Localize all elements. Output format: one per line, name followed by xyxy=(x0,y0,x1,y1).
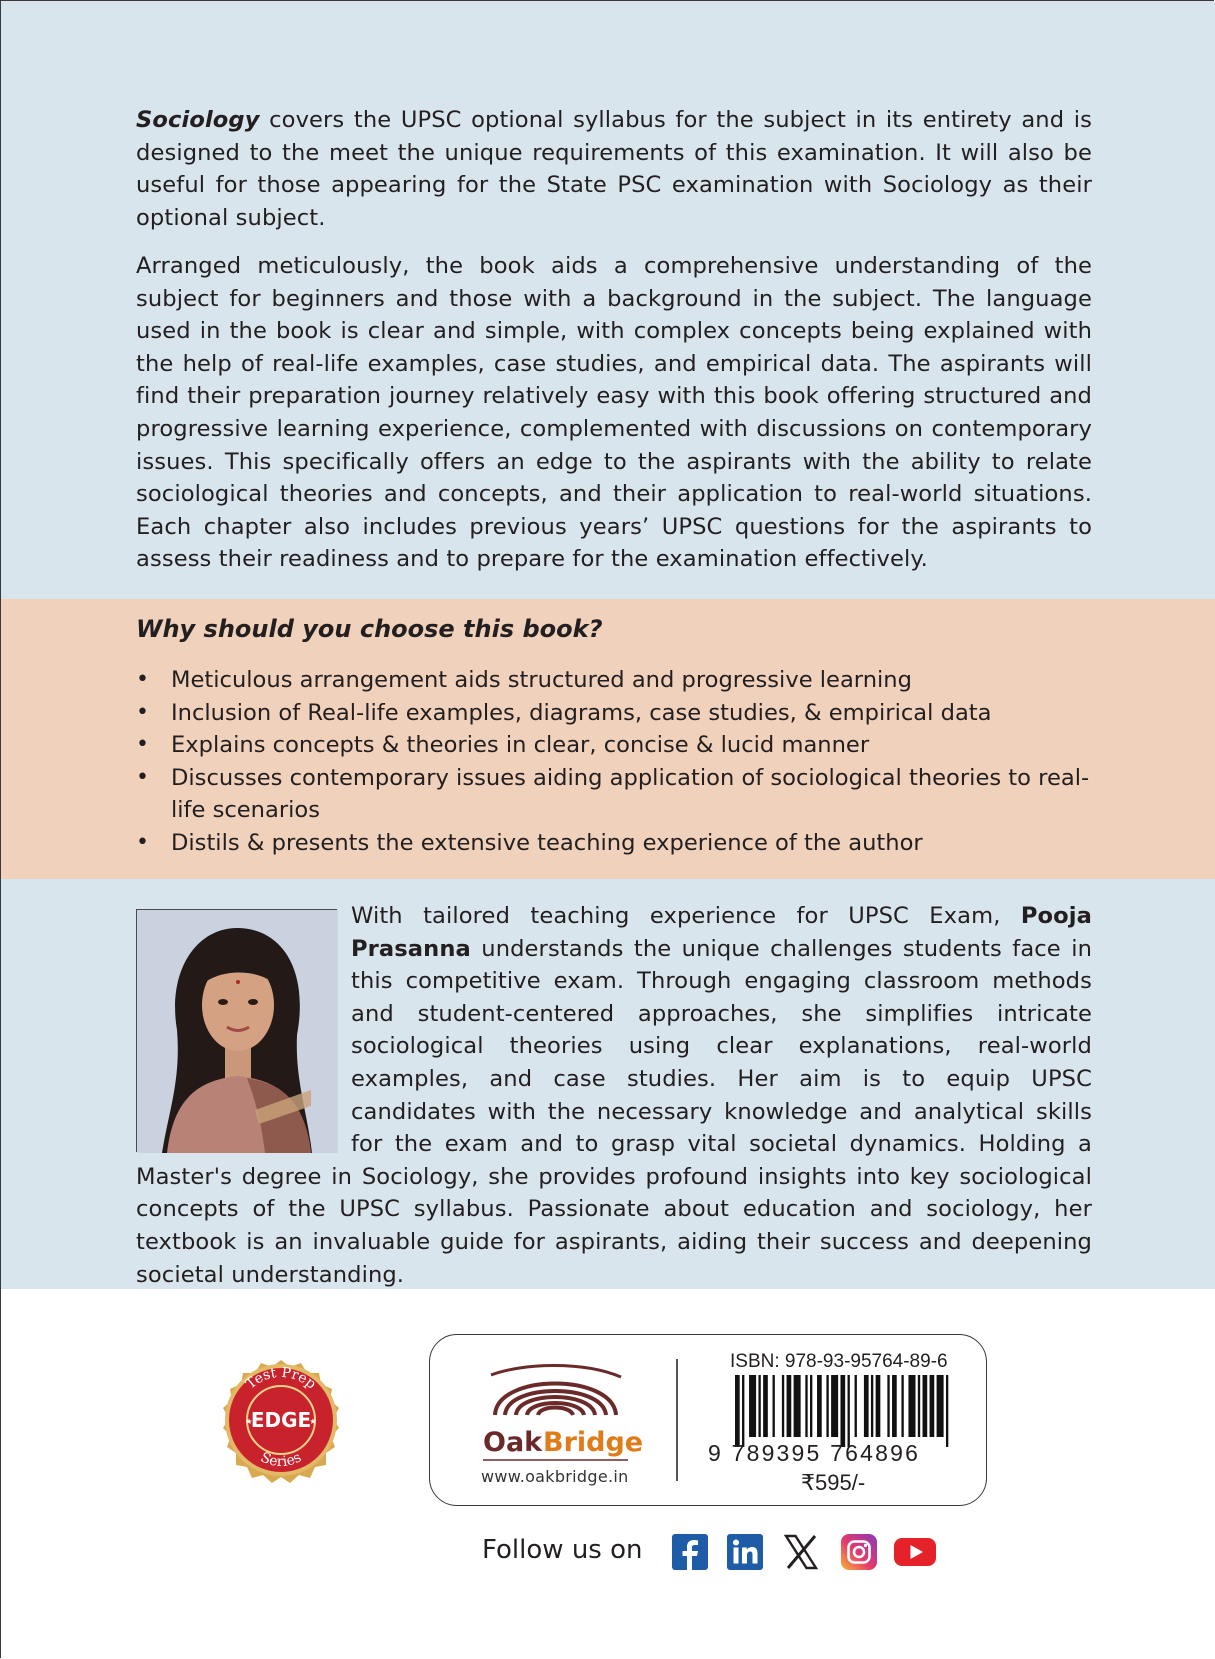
why-bullet-list xyxy=(136,664,1096,860)
barcode-bar xyxy=(946,1375,948,1447)
why-bullet: • Meticulous arrangement aids structured and progressive learning xyxy=(136,664,1096,697)
barcode-bar xyxy=(787,1375,792,1437)
barcode-bar xyxy=(782,1375,784,1437)
x-icon[interactable] xyxy=(783,1534,819,1570)
barcode-bar xyxy=(901,1375,903,1437)
oakbridge-logo xyxy=(483,1353,644,1463)
barcode-bar xyxy=(937,1375,944,1437)
intro-paragraph-2: Arranged meticulously, the book aids a comprehensive understanding of the subject for beginners and those with a background in the subject. The language used in the book is clear and simple, with complex concepts being explained with the help of real-life examples, case studies, and empirical data. The aspirants will find their preparation journey relatively easy with this book offering structured and progressive learning experience, complemented with discussions on contemporary issues. This specifically offers an edge to the aspirants with the ability to relate sociological theories and concepts, and their application to real-world situations. Each chapter also includes previous years’ UPSC questions for the aspirants to assess their readiness and to prepare for the examination effectively. xyxy=(136,253,1092,573)
isbn-text: ISBN: 978-93-95764-89-6 xyxy=(730,1351,948,1372)
barcode-bar xyxy=(805,1375,807,1437)
why-bullet: • Distils & presents the extensive teaching experience of the author xyxy=(136,827,1096,860)
barcode-bar xyxy=(735,1375,740,1447)
why-bullet: • Explains concepts & theories in clear, concise & lucid manner xyxy=(136,729,1096,762)
badge-top-text: Test Prep xyxy=(242,1364,320,1393)
book-title-word: Sociology xyxy=(136,107,260,133)
barcode-bar xyxy=(817,1375,822,1437)
intro-paragraph-1-text: covers the UPSC optional syllabus for the subject in its entirety and is designed to the meet the unique requirements of this examination. It will also be useful for those appearing for the State PSC examination with Sociology as their optional subject. xyxy=(136,107,1092,231)
author-bio xyxy=(136,900,1092,1291)
instagram-icon[interactable] xyxy=(841,1534,877,1570)
barcode xyxy=(735,1375,953,1447)
barcode-bar xyxy=(794,1375,801,1437)
barcode-bar xyxy=(864,1375,869,1437)
barcode-bar xyxy=(742,1375,744,1447)
barcode-digits: 9 789395 764896 xyxy=(708,1440,921,1466)
follow-us-label: Follow us on xyxy=(482,1535,643,1565)
barcode-bar xyxy=(918,1375,920,1437)
barcode-bar xyxy=(826,1375,828,1437)
barcode-bar xyxy=(871,1375,873,1437)
barcode-bar xyxy=(930,1375,935,1437)
barcode-bar xyxy=(758,1375,760,1437)
price: ₹595/- xyxy=(801,1470,866,1495)
photo-spacer xyxy=(136,900,351,1144)
logo-bridge-text: Bridge xyxy=(543,1427,644,1458)
linkedin-icon[interactable] xyxy=(727,1534,763,1570)
barcode-bar xyxy=(848,1375,850,1447)
barcode-bar xyxy=(892,1375,897,1437)
author-bio-intro: With tailored teaching experience for UPSC Exam, xyxy=(351,903,1021,929)
barcode-bar xyxy=(876,1375,881,1437)
info-box-divider xyxy=(676,1359,678,1481)
author-bio-body: understands the unique challenges students face in this competitive exam. Through engaging classroom methods and student-centered approaches, she simplifies intricate sociological theories using clear explanations, real-world examples, and case studies. Her aim is to equip UPSC candidates with the necessary knowledge and analytical skills for the exam and to grasp vital societal dynamics. Holding a Master's degree in Sociology, she provides profound insights into key sociological concepts of the UPSC syllabus. Passionate about education and sociology, her textbook is an invaluable guide for aspirants, aiding their success and deepening societal understanding. xyxy=(136,935,1092,1288)
why-bullet: • Inclusion of Real-life examples, diagrams, case studies, & empirical data xyxy=(136,697,1096,730)
barcode-bar xyxy=(773,1375,775,1437)
barcode-bar xyxy=(810,1375,812,1437)
facebook-icon[interactable] xyxy=(672,1534,708,1570)
author-name: Pooja Prasanna xyxy=(351,903,1092,962)
badge-bottom-text: Series xyxy=(258,1449,305,1471)
badge-center-text: EDGE xyxy=(250,1408,312,1432)
barcode-bar xyxy=(887,1375,889,1437)
barcode-bar xyxy=(855,1375,857,1437)
barcode-bar xyxy=(831,1375,838,1437)
why-bullet: • Discusses contemporary issues aiding application of sociological theories to real-life scenarios xyxy=(136,762,1096,827)
youtube-icon[interactable] xyxy=(893,1534,937,1570)
publisher-url[interactable]: www.oakbridge.in xyxy=(481,1467,629,1486)
barcode-bar xyxy=(840,1375,845,1447)
test-prep-edge-series-badge xyxy=(208,1347,354,1493)
logo-oak-text: Oak xyxy=(483,1427,543,1458)
why-heading: Why should you choose this book? xyxy=(136,615,603,643)
svg-text:★: ★ xyxy=(309,1417,317,1426)
barcode-bar xyxy=(908,1375,915,1437)
barcode-bar xyxy=(923,1375,928,1437)
barcode-bar xyxy=(763,1375,768,1437)
svg-text:★: ★ xyxy=(245,1417,253,1426)
barcode-bar xyxy=(749,1375,756,1437)
intro-paragraph-1 xyxy=(136,104,1092,234)
